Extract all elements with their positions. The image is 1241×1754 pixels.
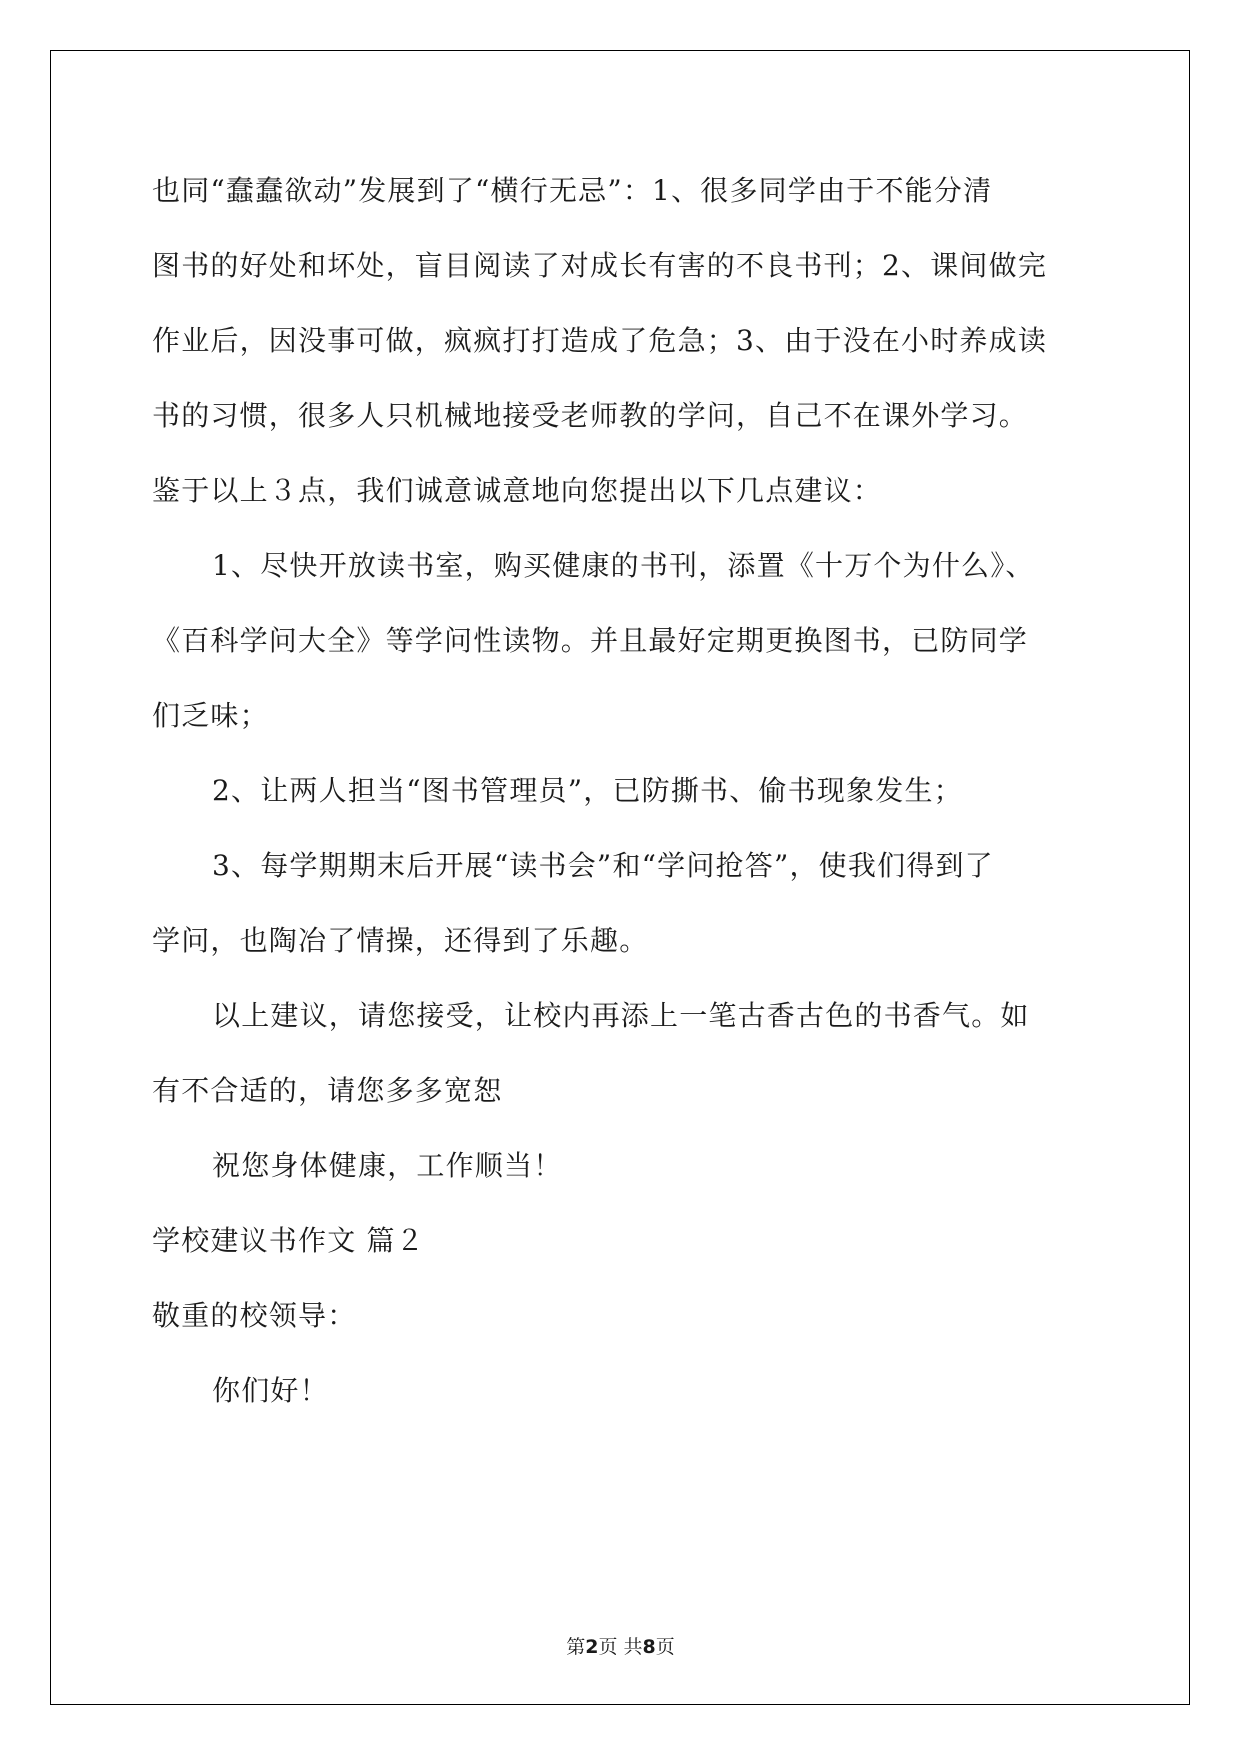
- body-line: 作业后，因没事可做，疯疯打打造成了危急；3、由于没在小时养成读: [152, 324, 1048, 357]
- salutation: 敬重的校领导：: [152, 1299, 357, 1332]
- body-line: 1、尽快开放读书室，购买健康的书刊，添置《十万个为什么》、: [212, 549, 1035, 582]
- body-line: 书的习惯，很多人只机械地接受老师教的学问，自己不在课外学习。: [152, 399, 1029, 432]
- body-line: 们乏味；: [152, 699, 269, 732]
- body-line: 图书的好处和坏处，盲目阅读了对成长有害的不良书刊；2、课间做完: [152, 249, 1048, 282]
- total-pages-number: 8: [642, 1636, 656, 1658]
- body-line: 学问，也陶冶了情操，还得到了乐趣。: [152, 924, 649, 957]
- body-line: 以上建议，请您接受，让校内再添上一笔古香古色的书香气。如: [212, 999, 1030, 1032]
- footer-suffix: 页: [655, 1636, 675, 1658]
- greeting: 你们好！: [212, 1374, 329, 1407]
- body-line: 也同“蠢蠢欲动”发展到了“横行无忌”：1、很多同学由于不能分清: [152, 174, 993, 207]
- body-line: 《百科学问大全》等学问性读物。并且最好定期更换图书，已防同学: [152, 624, 1029, 657]
- body-line: 祝您身体健康，工作顺当！: [212, 1149, 563, 1182]
- current-page-number: 2: [585, 1636, 599, 1658]
- section-heading: 学校建议书作文 篇２: [152, 1224, 425, 1257]
- body-line: 2、让两人担当“图书管理员”，已防撕书、偷书现象发生；: [212, 774, 963, 807]
- body-line: 鉴于以上３点，我们诚意诚意地向您提出以下几点建议：: [152, 474, 883, 507]
- page-footer: [0, 1632, 1241, 1659]
- footer-prefix: 第: [566, 1636, 586, 1658]
- body-line: 3、每学期期末后开展“读书会”和“学问抢答”，使我们得到了: [212, 849, 994, 882]
- footer-middle: 页 共: [598, 1636, 643, 1658]
- body-line: 有不合适的，请您多多宽恕: [152, 1074, 503, 1107]
